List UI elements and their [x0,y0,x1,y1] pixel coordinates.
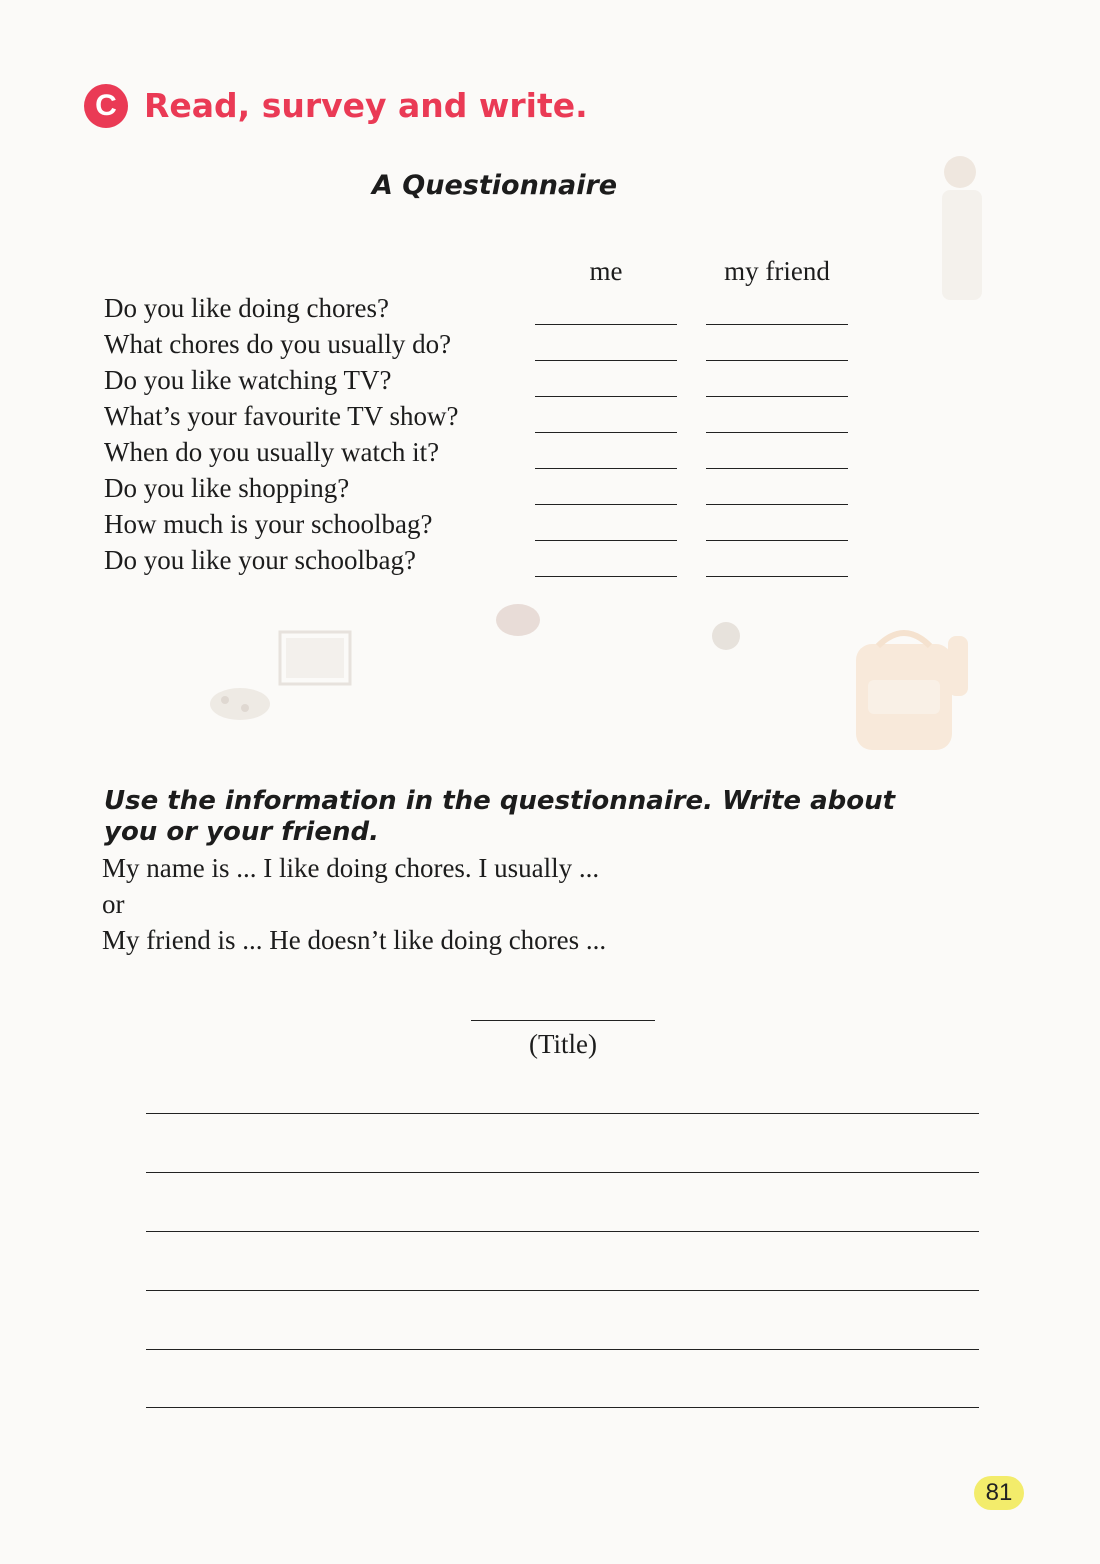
schoolbag-illustration [848,626,978,756]
question-row [104,434,864,470]
answer-blank-me[interactable] [535,576,677,577]
answer-blank-me[interactable] [535,432,677,433]
kid-illustration [700,618,760,678]
tv-illustration [190,628,360,728]
column-header-me: me [589,256,623,286]
question-row [104,362,864,398]
answer-blank-friend[interactable] [706,576,848,577]
answer-blank-me[interactable] [535,504,677,505]
girl-illustration [490,600,550,650]
answer-blank-friend[interactable] [706,396,848,397]
title-blank[interactable] [471,1020,655,1021]
answer-blank-me[interactable] [535,360,677,361]
answer-blank-me[interactable] [535,468,677,469]
example-line: My friend is ... He doesn’t like doing chores ... [102,925,607,955]
question-text: How much is your schoolbag? [104,509,433,539]
question-row [104,290,864,326]
writing-instruction: Use the information in the questionnaire. Write about you or your friend. [104,786,896,847]
writing-line[interactable] [146,1407,979,1408]
answer-blank-me[interactable] [535,396,677,397]
answer-blank-me[interactable] [535,324,677,325]
questionnaire-title: A Questionnaire [372,170,618,201]
example-line: or [102,889,125,919]
question-row [104,398,864,434]
section-title: Read, survey and write. [144,86,588,125]
writing-line[interactable] [146,1231,979,1232]
example-line: My name is ... I like doing chores. I usually ... [102,853,600,883]
page-number: 81 [974,1476,1024,1510]
title-placeholder: (Title) [528,1029,597,1059]
question-row [104,542,864,578]
writing-line[interactable] [146,1113,979,1114]
question-row [104,506,864,542]
writing-line[interactable] [146,1349,979,1350]
column-header-my-friend: my friend [724,256,830,286]
question-text: Do you like doing chores? [104,293,389,323]
question-text: What chores do you usually do? [104,329,452,359]
boy-illustration [930,150,1010,310]
question-text: Do you like your schoolbag? [104,545,416,575]
answer-blank-me[interactable] [535,540,677,541]
answer-blank-friend[interactable] [706,360,848,361]
writing-line[interactable] [146,1172,979,1173]
question-row [104,470,864,506]
question-row [104,326,864,362]
question-text: When do you usually watch it? [104,437,440,467]
question-text: Do you like watching TV? [104,365,392,395]
answer-blank-friend[interactable] [706,324,848,325]
writing-line[interactable] [146,1290,979,1291]
question-text: What’s your favourite TV show? [104,401,459,431]
answer-blank-friend[interactable] [706,540,848,541]
answer-blank-friend[interactable] [706,432,848,433]
answer-blank-friend[interactable] [706,468,848,469]
question-text: Do you like shopping? [104,473,350,503]
section-badge: C [84,84,128,128]
answer-blank-friend[interactable] [706,504,848,505]
